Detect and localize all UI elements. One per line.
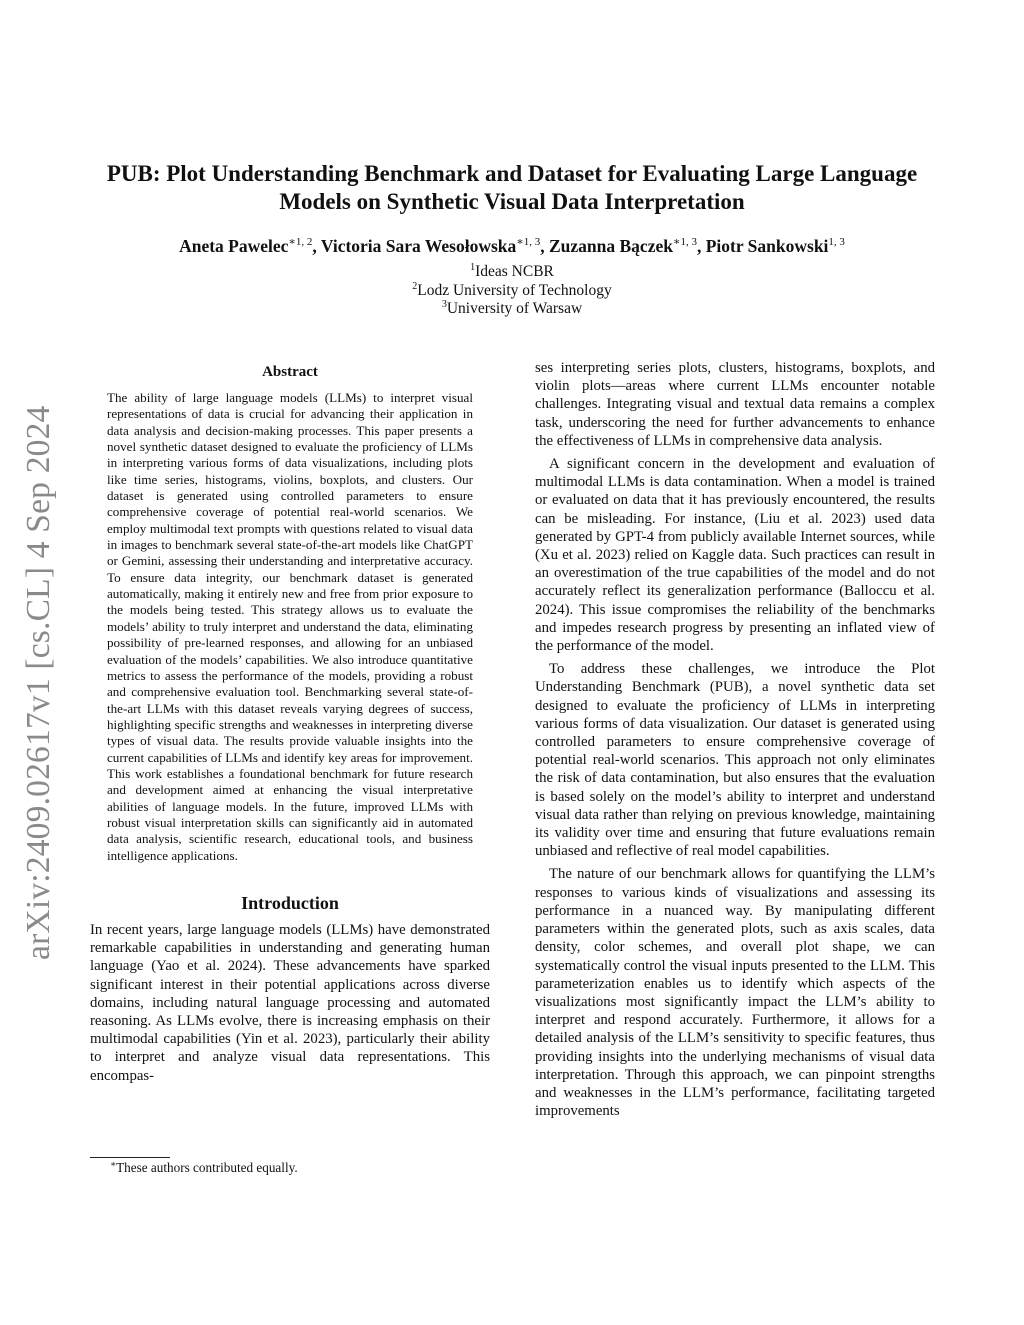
left-column: [90, 362, 490, 1085]
author-separator: ,: [312, 236, 321, 256]
author-affiliation-marks: ∗1, 2: [288, 236, 313, 248]
paper-title: [60, 160, 964, 215]
author-affiliation-marks: 1, 3: [828, 236, 845, 248]
title-line-1: PUB: Plot Understanding Benchmark and Dataset for Evaluating Large Language: [106, 161, 918, 186]
abstract-heading: Abstract: [262, 364, 318, 380]
author-separator: ,: [540, 236, 549, 256]
affiliation-number: 3: [441, 299, 447, 310]
author-separator: ,: [696, 236, 706, 256]
affiliation-name: University of Warsaw: [446, 300, 583, 317]
footnote-mark: ∗: [110, 1159, 117, 1169]
author-affiliation-marks: ∗1, 3: [672, 236, 697, 248]
affiliation-number: 1: [470, 262, 476, 273]
author-name: Victoria Sara Wesołowska: [320, 236, 517, 256]
arxiv-identifier: arXiv:2409.02617v1 [cs.CL] 4 Sep 2024: [20, 405, 57, 960]
affiliation: [312, 300, 712, 319]
affiliation: [312, 282, 712, 301]
introduction-paragraph-1-continued: ses interpreting series plots, clusters, histograms, boxplots, and violin plots—areas where current LLMs encounter notable challenges. Integrating visual and textual data remains a complex task, underscoring the need for further advancements to enhance the effectiveness of LLMs in comprehensive data analysis.: [535, 360, 935, 449]
footnote-divider: [90, 1157, 170, 1158]
abstract-text: The ability of large language models (LLMs) to interpret visual representations of data is crucial for advancing their application in data analysis and decision-making processes. This paper presents a novel synthetic dataset designed to evaluate the proficiency of LLMs in interpreting various forms of data visualizations, including plots like time series, histograms, violins, boxplots, and clusters. Our dataset is generated using controlled parameters to ensure comprehensive coverage of potential real-world scenarios. We employ multimodal text prompts with questions related to visual data in images to benchmark several state-of-the-art models like ChatGPT or Gemini, assessing their understanding and interpretative accuracy. To ensure data integrity, our benchmark dataset is generated automatically, making it entirely new and free from prior exposure to the models being tested. This strategy allows us to evaluate the models’ ability to truly interpret and understand the data, eliminating possibility of pre-learned responses, and allowing for an unbiased evaluation of the models’ capabilities. We also introduce quantitative metrics to assess the performance of the models, providing a robust and comprehensive evaluation tool. Benchmarking several state-of-the-art LLMs with this dataset reveals varying degrees of success, highlighting specific strengths and weaknesses in interpreting diverse types of visual data. The results provide valuable insights into the current capabilities of LLMs and identify key areas for improvement. This work establishes a foundational benchmark for future research and development aimed at enhancing the visual interpretative abilities of language models. In the future, improved LLMs with robust visual interpretation skills can significantly aid in automated data analysis, scientific research, educational tools, and business intelligence applications.: [107, 390, 473, 863]
introduction-paragraph-4: The nature of our benchmark allows for quantifying the LLM’s responses to various kinds of visualizations and assessing its performance in a nuanced way. By manipulating different parameters within the generated plots, such as axis scales, data density, color schemes, and overall plot shape, we can systematically control the visual inputs presented to the LLM. This parameterization enables us to identify which aspects of the visualizations most significantly impact the LLM’s ability to interpret and respond accurately. Furthermore, it allows for a detailed analysis of the LLM’s sensitivity to specific features, thus providing insights into the underlying mechanisms of visual data interpretation. Through this approach, we can pinpoint strengths and weaknesses in the LLM’s performance, facilitating targeted improvements: [535, 866, 935, 1120]
introduction-paragraph-2: A significant concern in the development and evaluation of multimodal LLMs is data contamination. When a model is trained or evaluated on data that it has previously encountered, the results can be misleading. For instance, (Liu et al. 2023) used data generated by GPT-4 from publicly available Internet sources, while (Xu et al. 2023) relied on Kaggle data. Such practices can result in an overestimation of the true capabilities of the model and do not accurately reflect its generalization performance (Balloccu et al. 2024). This issue compromises the reliability of the benchmarks and impedes research progress by presenting an inflated view of the performance of the model.: [535, 456, 935, 655]
author-name: Aneta Pawelec: [179, 236, 289, 256]
affiliation-list: [312, 263, 712, 319]
affiliation-number: 2: [412, 280, 418, 292]
affiliation-name: Ideas NCBR: [475, 263, 554, 280]
introduction-heading: Introduction: [241, 892, 339, 913]
footnote: [110, 1160, 298, 1176]
affiliation-name: Lodz University of Technology: [417, 281, 612, 299]
author-name: Piotr Sankowski: [705, 236, 829, 256]
author-list: [40, 235, 984, 257]
title-line-2: Models on Synthetic Visual Data Interpretation: [279, 188, 745, 214]
affiliation: [312, 263, 712, 282]
introduction-paragraph-3: To address these challenges, we introduce the Plot Understanding Benchmark (PUB), a novel synthetic data set designed to evaluate the proficiency of LLMs in interpreting various forms of data visualization. Our dataset is generated using controlled parameters to ensure comprehensive coverage of potential real-world scenarios. This approach not only eliminates the risk of data contamination, but also ensures that the evaluation is based solely on the model’s ability to interpret and understand visual data rather than relying on previous knowledge, maintaining its validity over time and ensuring that future evaluations remain unbiased and reflective of real model capabilities.: [535, 661, 935, 860]
footnote-text: These authors contributed equally.: [116, 1160, 298, 1175]
right-column: [535, 359, 935, 1120]
introduction-paragraph-1: In recent years, large language models (LLMs) have demonstrated remarkable capabilities in understanding and generating human language (Yao et al. 2024). These advancements have sparked significant interest in their potential applications across diverse domains, including natural language processing and automated reasoning. As LLMs evolve, there is increasing emphasis on their multimodal capabilities (Yin et al. 2023), particularly their ability to interpret and analyze visual data representations. This encompas-: [90, 921, 490, 1084]
author-affiliation-marks: ∗1, 3: [516, 236, 541, 248]
author-name: Zuzanna Bączek: [549, 236, 673, 256]
